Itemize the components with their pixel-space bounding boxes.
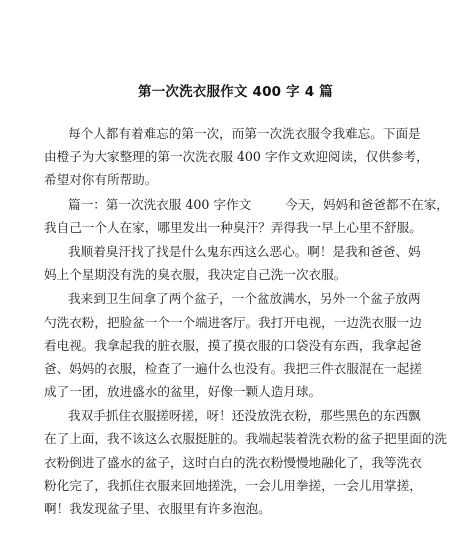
paragraph-line: 啊！我发现盆子里、衣服里有许多泡泡。 xyxy=(44,501,271,516)
paragraph-line: 成了一团，放进盛水的盆里，好像一颗人造月球。 xyxy=(44,384,322,400)
paragraph-line: 勺洗衣粉，把脸盆一个一个端进客厅。我打开电视，一边洗衣服一边 xyxy=(44,314,422,330)
paragraph-line: 粉化完了，我抓住衣服来回地搓洗，一会儿用拳搓，一会儿用掌搓， xyxy=(44,477,422,493)
document-title: 第一次洗衣服作文 400 字 4 篇 xyxy=(138,84,333,100)
paragraph-line: 看电视。我拿起我的脏衣服，摸了摸衣服的口袋没有东西，我拿起爸 xyxy=(44,337,422,353)
paragraph-line: 妈上个星期没有洗的臭衣服，我决定自己洗一次衣服。 xyxy=(44,267,347,283)
paragraph-line: 每个人都有着难忘的第一次，而第一次洗衣服令我难忘。下面是 xyxy=(68,126,421,141)
paragraph-line xyxy=(44,193,449,216)
paragraph-line: 衣粉倒进了盛水的盆子，这时白白的洗衣粉慢慢地融化了，我等洗衣 xyxy=(44,454,422,470)
paragraph-line: 我自己一个人在家，哪里发出一种臭汗？弄得我一早上心里不舒服。 xyxy=(44,219,422,235)
paragraph-line: 我双手抓住衣服搓呀搓，呀！还没放洗衣粉，那些黑色的东西飘 xyxy=(68,408,421,424)
paragraph-line: 在了上面，我不该这么衣服挺脏的。我端起装着洗衣粉的盆子把里面的洗 xyxy=(44,431,447,447)
paragraph-line: 我来到卫生间拿了两个盆子，一个盆放满水，另外一个盆子放两 xyxy=(68,291,421,307)
paragraph-text: 今天，妈妈和爸爸都不在家， xyxy=(285,196,449,212)
paragraph-line: 希望对你有所帮助。 xyxy=(44,172,158,188)
section-heading: 篇一：第一次洗衣服 400 字作文 xyxy=(68,196,252,212)
paragraph-line: 爸、妈妈的衣服，检查了一遍什么也没有。我把三件衣服混在一起搓 xyxy=(44,360,422,376)
paragraph-line: 我顺着臭汗找了找是什么鬼东西这么恶心。啊！是我和爸爸、妈 xyxy=(68,243,421,259)
paragraph-line: 由橙子为大家整理的第一次洗衣服 400 字作文欢迎阅读，仅供参考， xyxy=(44,149,429,165)
document-body xyxy=(44,122,449,520)
